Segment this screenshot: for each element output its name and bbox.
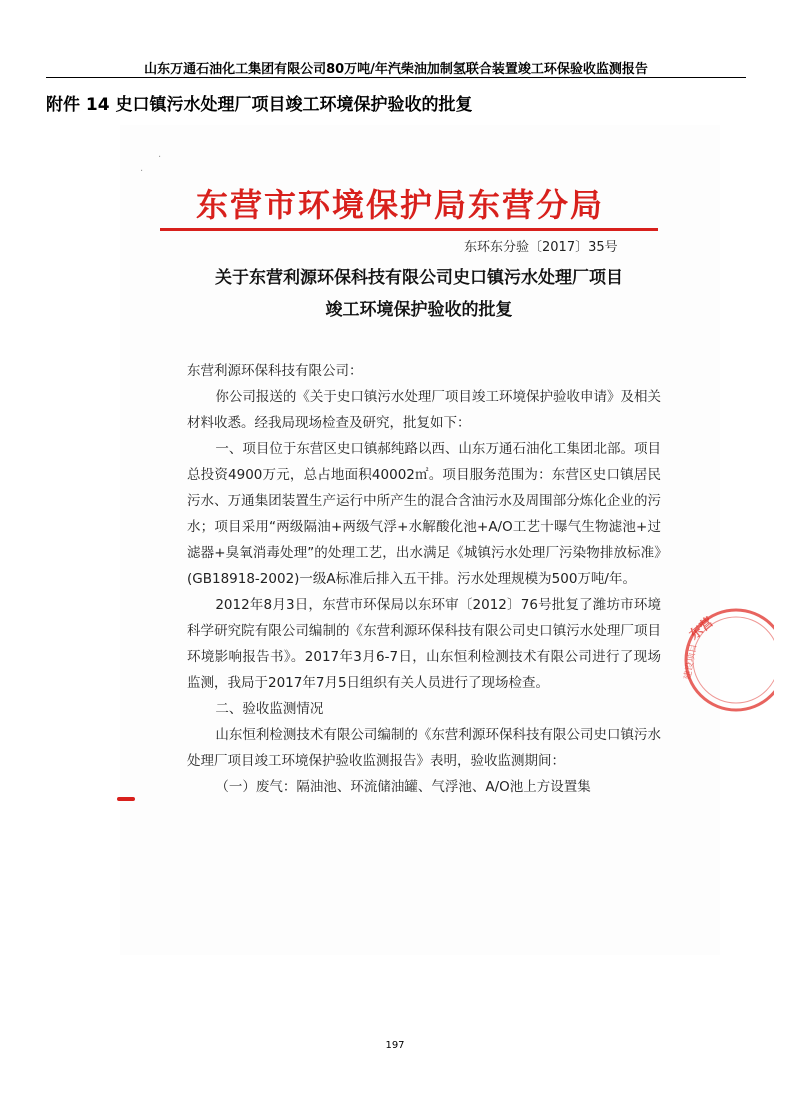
document-title-line-1: 关于东营利源环保科技有限公司史口镇污水处理厂项目: [215, 268, 623, 288]
scan-speck: ·: [140, 166, 144, 177]
document-body: [187, 358, 661, 800]
document-title: [192, 262, 646, 326]
issuing-agency: 东营市环境保护局东营分局: [196, 186, 605, 224]
section-heading: 二、验收监测情况: [215, 701, 324, 717]
body-paragraph: 2012年8月3日，东营市环保局以东环审〔2012〕76号批复了潍坊市环境科学研究院有限公司编制的《东营利源环保科技有限公司史口镇污水处理厂项目环境影响报告书》。2017年3月6-7日，山东恒利检测技术有限公司进行了现场监测，我局于2017年7月5日组织有关人员进行了现场检查。: [187, 597, 661, 691]
seal-icon: [664, 600, 774, 720]
red-pen-mark: [117, 797, 135, 801]
body-paragraph: 一、项目位于东营区史口镇郝纯路以西、山东万通石油化工集团北部。项目总投资4900万元，总占地面积40002㎡。项目服务范围为：东营区史口镇居民污水、万通集团装置生产运行中所产生的混合含油污水及周围部分炼化企业的污水；项目采用“两级隔油+两级气浮+水解酸化池+A/O工艺十曝气生物滤池+过滤器+臭氧消毒处理”的处理工艺，出水满足《城镇污水处理厂污染物排放标准》(GB18918-2002)一级A标准后排入五干排。污水处理规模为500万吨/年。: [187, 441, 661, 587]
official-seal: [664, 600, 774, 720]
svg-text:东营: 东营: [686, 614, 717, 644]
body-paragraph: （一）废气：隔油池、环流储油罐、气浮池、A/O池上方设置集: [215, 779, 591, 795]
page-number: 197: [385, 1040, 405, 1051]
red-rule-top: [160, 228, 658, 231]
header-rule: [46, 77, 746, 78]
document-title-line-2: 竣工环境保护验收的批复: [325, 300, 513, 320]
scan-speck: ·: [158, 152, 162, 163]
appendix-title: 附件 14 史口镇污水处理厂项目竣工环境保护验收的批复: [46, 95, 473, 115]
svg-text:建设项目: 建设项目: [683, 643, 700, 681]
body-paragraph: 你公司报送的《关于史口镇污水处理厂项目竣工环境保护验收申请》及相关材料收悉。经我局现场检查及研究，批复如下：: [187, 389, 661, 431]
salutation: 东营利源环保科技有限公司：: [187, 363, 363, 379]
document-number: 东环东分验〔2017〕35号: [464, 240, 618, 255]
body-paragraph: 山东恒利检测技术有限公司编制的《东营利源环保科技有限公司史口镇污水处理厂项目竣工环境保护验收监测报告》表明，验收监测期间：: [187, 727, 661, 769]
running-header: 山东万通石油化工集团有限公司80万吨/年汽柴油加制氢联合装置竣工环保验收监测报告: [144, 62, 648, 77]
